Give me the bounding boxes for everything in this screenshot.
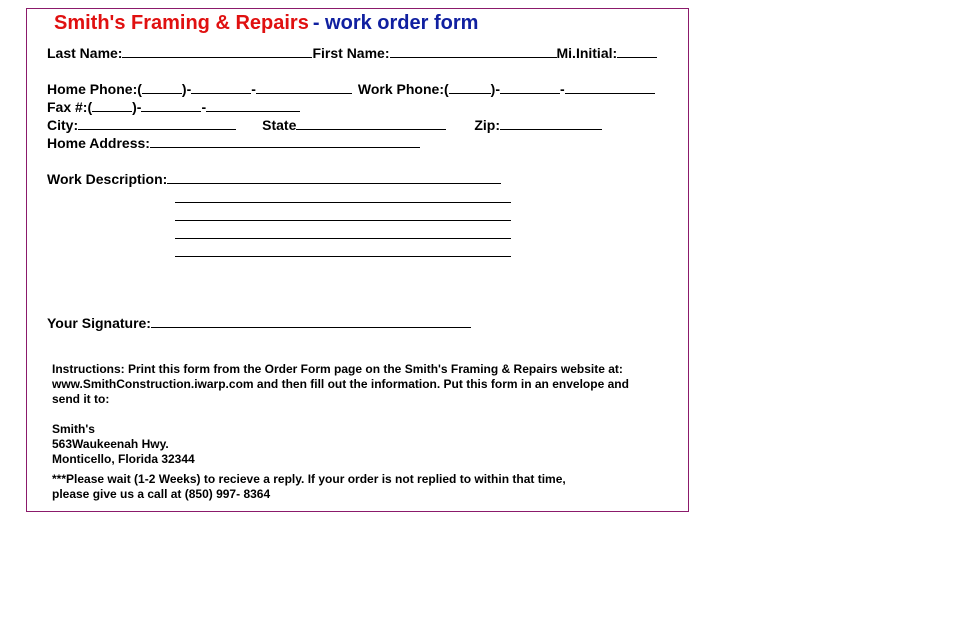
mailing-street: 563Waukeenah Hwy. (52, 437, 169, 451)
fax-dash: - (201, 99, 207, 115)
home-phone-label: Home Phone: (47, 81, 138, 97)
work-description-row (47, 171, 501, 187)
mailing-name: Smith's (52, 422, 95, 436)
home-address-row (47, 135, 420, 151)
fax-prefix-field[interactable] (141, 99, 201, 112)
signature-field[interactable] (151, 315, 471, 328)
work-phone-line-field[interactable] (565, 81, 655, 94)
signature-label: Your Signature: (47, 315, 151, 331)
instructions-line: send it to: (52, 392, 110, 406)
mi-initial-label: Mi.Initial: (556, 45, 618, 61)
home-phone-dash: - (251, 81, 256, 97)
work-phone-label: Work Phone: (357, 81, 444, 97)
zip-label: Zip: (474, 117, 501, 133)
signature-row (47, 315, 471, 331)
first-name-label: First Name: (312, 45, 390, 61)
home-address-field[interactable] (150, 135, 420, 148)
first-name-field[interactable] (390, 45, 557, 58)
home-phone-open: ( (137, 81, 142, 97)
home-phone-close: )- (181, 81, 192, 97)
instructions-line: www.SmithConstruction.iwarp.com and then fill out the information. Put this form in an envelope and (52, 377, 629, 391)
work-phone-prefix-field[interactable] (500, 81, 560, 94)
fax-open: ( (87, 99, 93, 115)
city-label: City: (47, 117, 79, 133)
home-phone-prefix-field[interactable] (191, 81, 251, 94)
fax-label: Fax #: (47, 99, 88, 115)
work-phone-close: )- (490, 81, 500, 97)
work-description-line[interactable] (175, 202, 511, 203)
work-description-field[interactable] (167, 171, 501, 184)
home-phone-area-field[interactable] (142, 81, 182, 94)
fax-line-field[interactable] (206, 99, 300, 112)
fax-row (47, 99, 300, 115)
work-phone-open: ( (443, 81, 449, 97)
reply-note-line: please give us a call at (850) 997- 8364 (52, 487, 271, 501)
work-phone-dash: - (559, 81, 565, 97)
city-field[interactable] (78, 117, 236, 130)
work-description-label: Work Description: (47, 171, 168, 187)
mi-initial-field[interactable] (617, 45, 657, 58)
fax-area-field[interactable] (92, 99, 132, 112)
brand-name: Smith's Framing & Repairs (54, 12, 309, 34)
home-address-label: Home Address: (47, 135, 150, 151)
work-description-line[interactable] (175, 238, 511, 239)
fax-close: )- (132, 99, 142, 115)
last-name-field[interactable] (122, 45, 312, 58)
work-description-line[interactable] (175, 220, 511, 221)
city-state-zip-row (47, 117, 602, 133)
work-phone-area-field[interactable] (449, 81, 491, 94)
instructions-line: Instructions: Print this form from the Order Form page on the Smith's Framing & Repairs website at: (52, 362, 623, 376)
reply-note-line: ***Please wait (1-2 Weeks) to recieve a reply. If your order is not replied to within that time, (52, 472, 566, 486)
zip-field[interactable] (500, 117, 602, 130)
form-subtitle: - work order form (312, 12, 479, 34)
name-row (47, 45, 657, 61)
mailing-city-state-zip: Monticello, Florida 32344 (52, 452, 195, 466)
state-field[interactable] (296, 117, 446, 130)
home-phone-line-field[interactable] (256, 81, 352, 94)
work-description-line[interactable] (175, 256, 511, 257)
last-name-label: Last Name: (47, 45, 123, 61)
phone-row (47, 81, 655, 97)
form-title (54, 11, 478, 35)
state-label: State (262, 117, 297, 133)
